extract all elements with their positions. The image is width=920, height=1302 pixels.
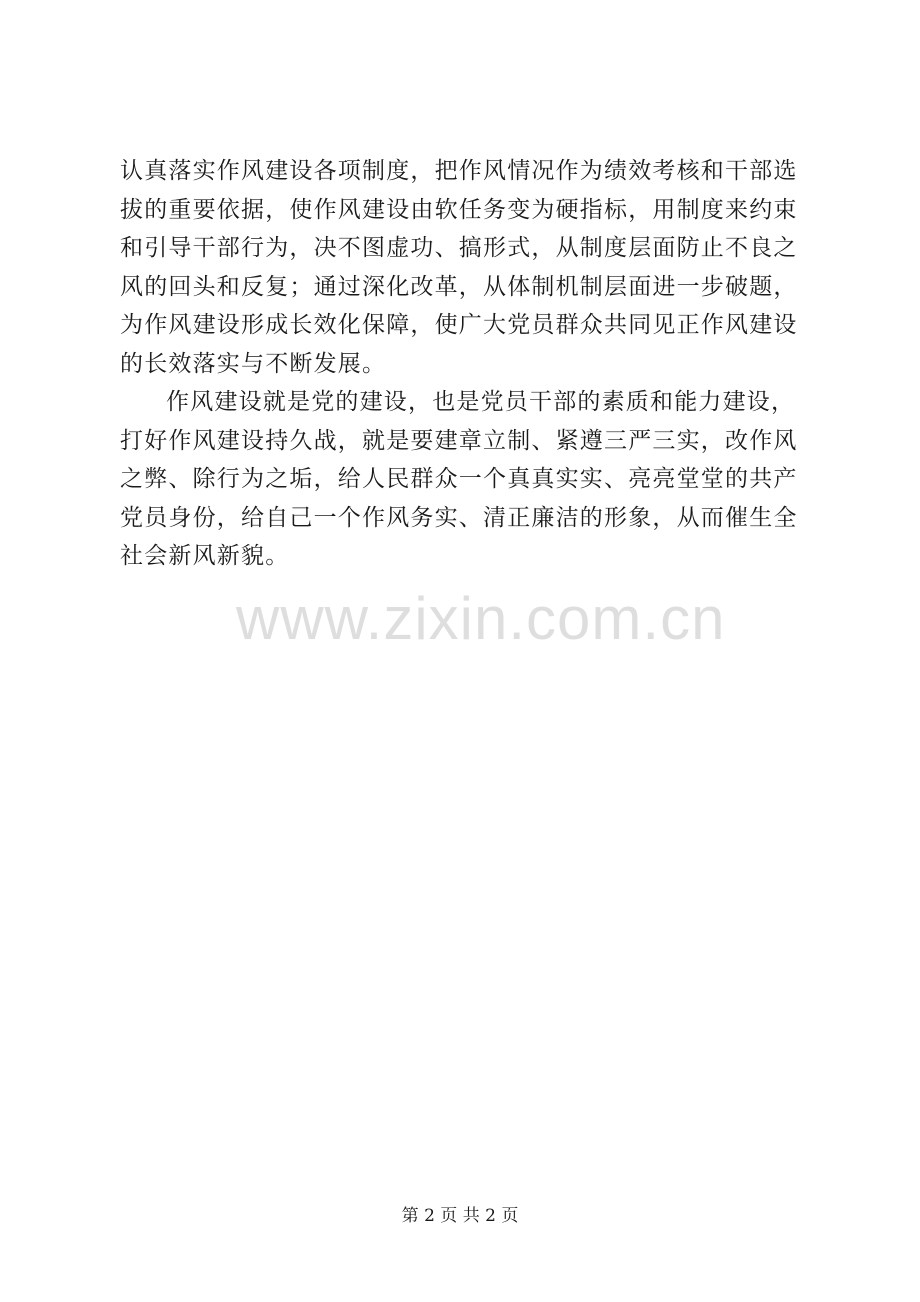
paragraph-2 [120, 383, 820, 576]
text-line: 风的回头和反复；通过深化改革，从体制机制层面进一步破题， [120, 273, 798, 300]
text-line: 拔的重要依据，使作风建设由软任务变为硬指标，用制度来约束 [120, 196, 798, 223]
text-line: 作风建设就是党的建设，也是党员干部的素质和能力建设， [166, 389, 796, 415]
text-line: 和引导干部行为，决不图虚功、搞形式，从制度层面防止不良之 [120, 235, 798, 261]
text-line: 为作风建设形成长效化保障，使广大党员群众共同见正作风建设 [120, 312, 798, 338]
page-number-footer: 第 2 页 共 2 页 [401, 1206, 519, 1226]
text-line: 之弊、除行为之垢，给人民群众一个真真实实、亮亮堂堂的共产 [120, 466, 798, 492]
text-line: 认真落实作风建设各项制度，把作风情况作为绩效考核和干部选 [120, 158, 798, 184]
text-line: 社会新风新貌。 [120, 543, 290, 569]
watermark-text: www.zixin.com.cn [236, 585, 726, 652]
document-body [120, 152, 820, 576]
paragraph-1 [120, 152, 820, 383]
text-line: 党员身份，给自己一个作风务实、清正廉洁的形象，从而催生全 [120, 504, 798, 531]
text-line: 打好作风建设持久战，就是要建章立制、紧遵三严三实，改作风 [120, 427, 798, 454]
text-line: 的长效落实与不断发展。 [120, 350, 387, 377]
